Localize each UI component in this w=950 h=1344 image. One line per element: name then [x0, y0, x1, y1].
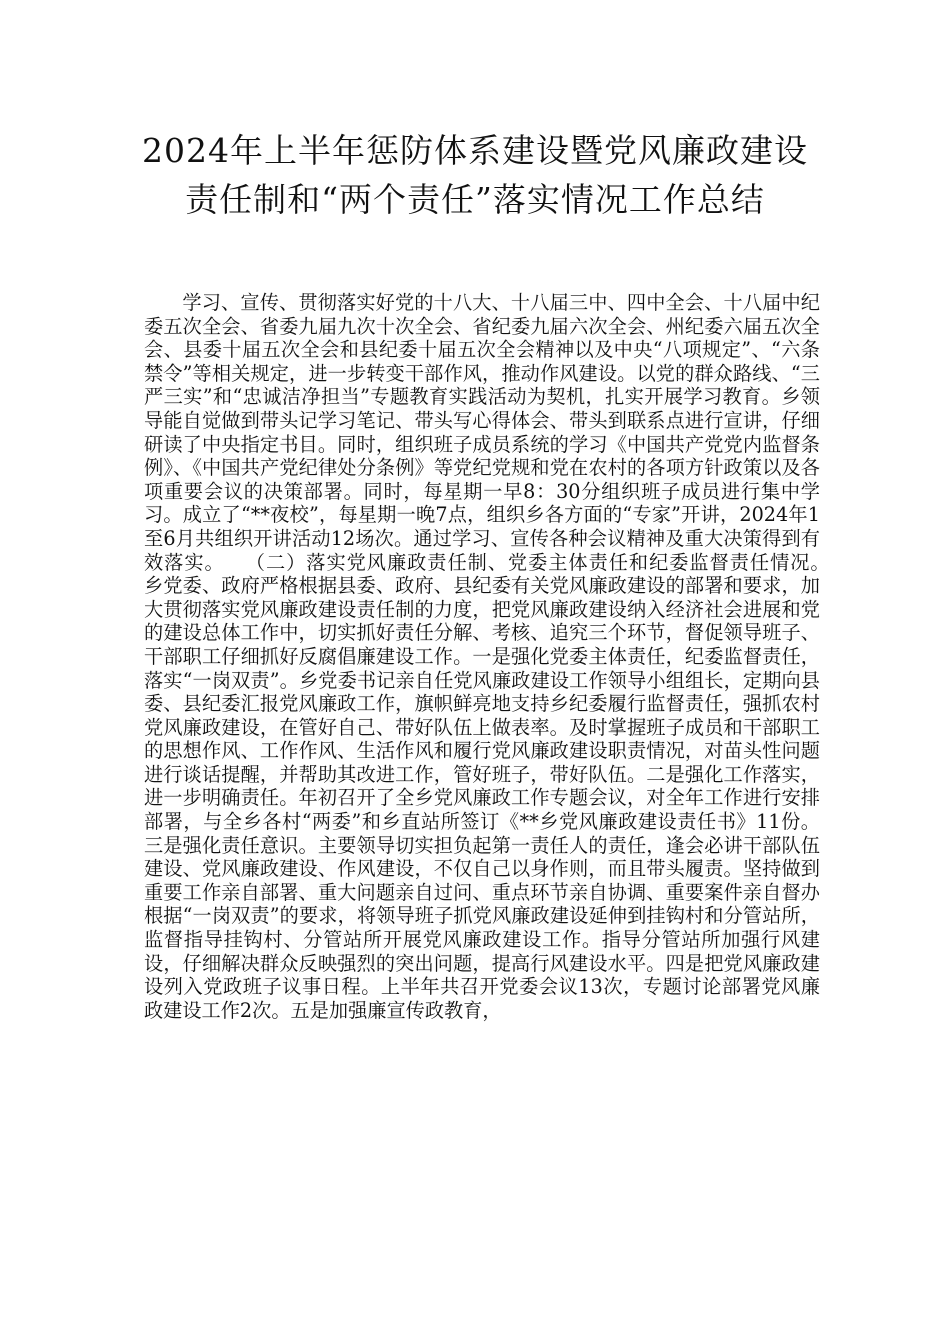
body-paragraph: 学习、宣传、贯彻落实好党的十八大、十八届三中、四中全会、十八届中纪委五次全会、省委九届九次十次全会、省纪委九届六次全会、州纪委六届五次全会、县委十届五次全会和县纪委十届五次全会精神以及中央“八项规定”、“六条禁令”等相关规定，进一步转变干部作风，推动作风建设。以党的群众路线、“三严三实”和“忠诚洁净担当”专题教育实践活动为契机，扎实开展学习教育。乡领导能自觉做到带头记学习笔记、带头写心得体会、带头到联系点进行宣讲，仔细研读了中央指定书目。同时，组织班子成员系统的学习《中国共产党党内监督条例》、《中国共产党纪律处分条例》等党纪党规和党在农村的各项方针政策以及各项重要会议的决策部署。同时，每星期一早8：30分组织班子成员进行集中学习。成立了“**夜校”，每星期一晚7点，组织乡各方面的“专家”开讲，2024年1至6月共组织开讲活动12场次。通过学习、宣传各种会议精神及重大决策得到有效落实。 （二）落实党风廉政责任制、党委主体责任和纪委监督责任情况。 乡党委、政府严格根据县委、政府、县纪委有关党风廉政建设的部署和要求，加大贯彻落实党风廉政建设责任制的力度，把党风廉政建设纳入经济社会进展和党的建设总体工作中，切实抓好责任分解、考核、追究三个环节，督促领导班子、干部职工仔细抓好反腐倡廉建设工作。一是强化党委主体责任，纪委监督责任，落实“一岗双责”。乡党委书记亲自任党风廉政建设工作领导小组组长，定期向县委、县纪委汇报党风廉政工作，旗帜鲜亮地支持乡纪委履行监督责任，强抓农村党风廉政建设，在管好自己、带好队伍上做表率。及时掌握班子成员和干部职工的思想作风、工作作风、生活作风和履行党风廉政建设职责情况，对苗头性问题进行谈话提醒，并帮助其改进工作，管好班子，带好队伍。二是强化工作落实，进一步明确责任。年初召开了全乡党风廉政工作专题会议，对全年工作进行安排部署，与全乡各村“两委”和乡直站所签订《**乡党风廉政建设责任书》11份。三是强化责任意识。主要领导切实担负起第一责任人的责任，逢会必讲干部队伍建设、党风廉政建设、作风建设，不仅自己以身作则，而且带头履责。坚持做到重要工作亲自部署、重大问题亲自过问、重点环节亲自协调、重要案件亲自督办根据“一岗双责”的要求，将领导班子抓党风廉政建设延伸到挂钩村和分管站所，监督指导挂钩村、分管站所开展党风廉政建设工作。指导分管站所加强行风建设，仔细解决群众反映强烈的突出问题，提高行风建设水平。四是把党风廉政建设列入党政班子议事日程。上半年共召开党委会议13次，专题讨论部署党风廉政建设工作2次。五是加强廉宣传政教育，	[144, 291, 859, 1022]
document-title: 2024年上半年惩防体系建设暨党风廉政建设责任制和“两个责任”落实情况工作总结	[142, 131, 808, 219]
